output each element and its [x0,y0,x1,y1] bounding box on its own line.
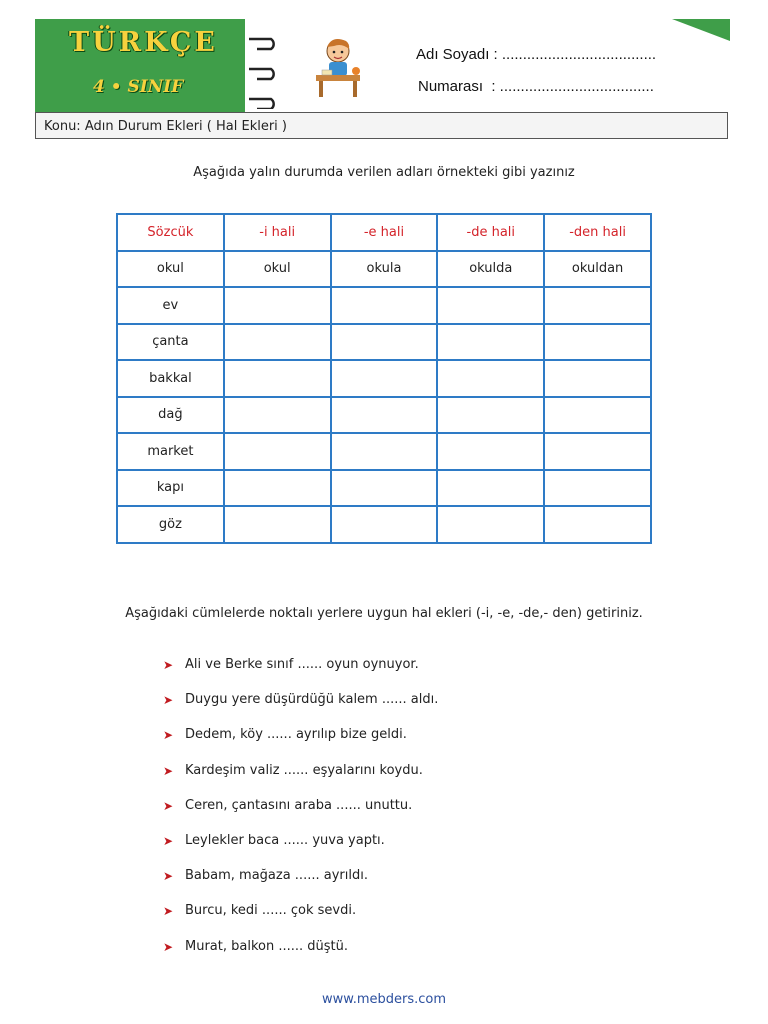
table-row [117,470,651,507]
list-item [163,832,438,867]
column-header: -i hali [224,214,331,251]
student-at-desk-icon [312,35,364,99]
answer-cell[interactable] [544,470,651,507]
answer-cell[interactable] [331,287,438,324]
list-item [163,691,438,726]
arrow-bullet-icon: ➤ [163,798,174,813]
student-name-field[interactable]: Adı Soyadı : ..................................... [416,46,657,63]
answer-cell[interactable] [437,433,544,470]
corner-decoration [672,19,730,41]
sentence-text: Dedem, köy ...... ayrılıp bize geldi. [185,727,407,743]
list-item [163,867,438,902]
answer-cell[interactable] [224,433,331,470]
answer-cell[interactable] [224,470,331,507]
sentence-text: Leylekler baca ...... yuva yaptı. [185,832,385,848]
case-suffix-table [116,213,652,544]
subject-title: TÜRKÇE [69,27,218,58]
answer-cell[interactable] [224,506,331,543]
subject-banner [35,19,245,112]
answer-cell[interactable] [331,397,438,434]
table-row [117,506,651,543]
answer-cell[interactable] [437,506,544,543]
answer-cell[interactable] [224,360,331,397]
table-row [117,433,651,470]
arrow-bullet-icon: ➤ [163,904,174,919]
grade-label: 4 • SINIF [93,77,184,97]
table-row [117,251,651,288]
instruction-table: Aşağıda yalın durumda verilen adları örnekteki gibi yazınız [193,165,575,180]
arrow-bullet-icon: ➤ [163,833,174,848]
list-item [163,902,438,937]
answer-cell[interactable] [437,470,544,507]
answer-cell[interactable] [544,324,651,361]
answer-cell[interactable]: okul [224,251,331,288]
arrow-bullet-icon: ➤ [163,693,174,708]
answer-cell[interactable] [224,287,331,324]
table-row [117,397,651,434]
table-row [117,360,651,397]
answer-cell[interactable] [437,397,544,434]
worksheet-header [35,19,730,112]
table-row [117,324,651,361]
list-item [163,938,438,973]
answer-cell[interactable]: okula [331,251,438,288]
sentence-text: Ali ve Berke sınıf ...... oyun oynuyor. [185,657,419,672]
list-item [163,656,438,691]
sentence-text: Kardeşim valiz ...... eşyalarını koydu. [185,762,423,778]
answer-cell[interactable] [437,324,544,361]
word-cell: bakkal [117,360,224,397]
column-header: -e hali [331,214,438,251]
word-cell: kapı [117,470,224,507]
word-cell: market [117,433,224,470]
sentence-text: Duygu yere düşürdüğü kalem ...... aldı. [185,692,439,708]
arrow-bullet-icon: ➤ [163,939,174,954]
answer-cell[interactable]: okuldan [544,251,651,288]
list-item [163,762,438,797]
binder-rings-icon [247,25,287,109]
instruction-sentences: Aşağıdaki cümlelerde noktalı yerlere uygun hal ekleri (-i, -e, -de,- den) getiriniz. [125,606,643,621]
column-header: -de hali [437,214,544,251]
answer-cell[interactable] [331,433,438,470]
column-header: Sözcük [117,214,224,251]
footer-link[interactable]: www.mebders.com [321,992,446,1007]
answer-cell[interactable] [437,287,544,324]
word-cell: okul [117,251,224,288]
arrow-bullet-icon: ➤ [163,763,174,778]
answer-cell[interactable]: okulda [437,251,544,288]
topic-bar: Konu: Adın Durum Ekleri ( Hal Ekleri ) [35,112,728,139]
answer-cell[interactable] [224,324,331,361]
sentence-text: Ceren, çantasını araba ...... unuttu. [185,797,413,813]
word-cell: dağ [117,397,224,434]
answer-cell[interactable] [331,324,438,361]
list-item [163,726,438,761]
answer-cell[interactable] [544,397,651,434]
sentence-list [163,656,438,973]
sentence-text: Murat, balkon ...... düştü. [185,938,349,954]
sentence-text: Burcu, kedi ...... çok sevdi. [185,903,357,919]
answer-cell[interactable] [437,360,544,397]
answer-cell[interactable] [331,360,438,397]
arrow-bullet-icon: ➤ [163,869,174,884]
word-cell: ev [117,287,224,324]
column-header: -den hali [544,214,651,251]
answer-cell[interactable] [544,506,651,543]
table-row [117,287,651,324]
list-item [163,797,438,832]
answer-cell[interactable] [331,470,438,507]
answer-cell[interactable] [331,506,438,543]
word-cell: çanta [117,324,224,361]
answer-cell[interactable] [544,360,651,397]
answer-cell[interactable] [224,397,331,434]
answer-cell[interactable] [544,433,651,470]
sentence-text: Babam, mağaza ...... ayrıldı. [185,868,368,884]
arrow-bullet-icon: ➤ [163,728,174,743]
arrow-bullet-icon: ➤ [163,658,174,672]
answer-cell[interactable] [544,287,651,324]
word-cell: göz [117,506,224,543]
table-header-row [117,214,651,251]
student-number-field[interactable]: Numarası : ..................................... [418,78,654,95]
